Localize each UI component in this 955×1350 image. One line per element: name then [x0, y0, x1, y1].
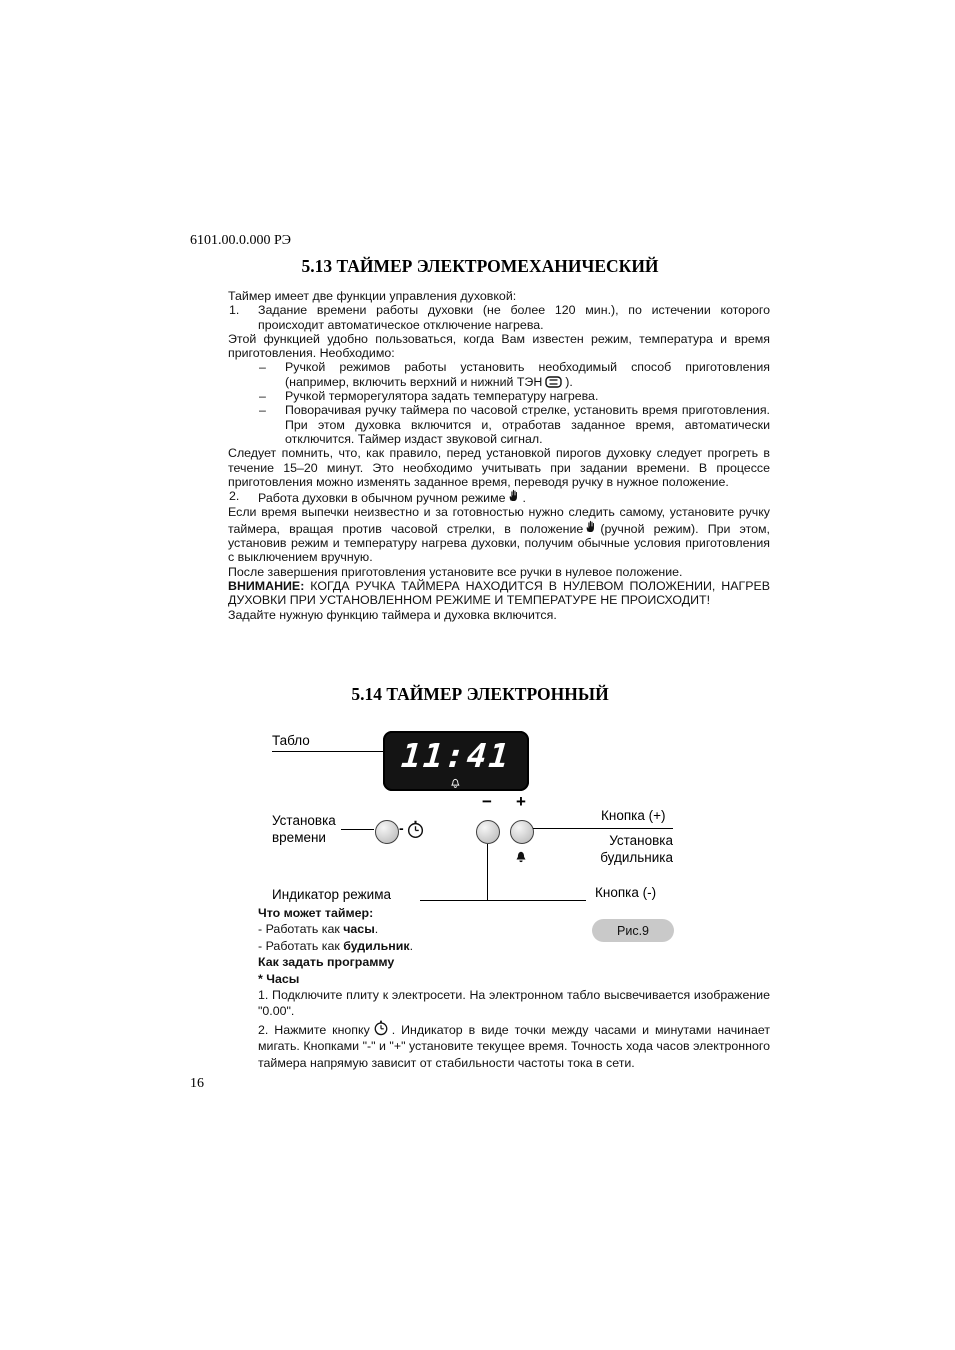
set-time-button: [375, 820, 399, 844]
after-paragraph: После завершения приготовления установите все ручки в нулевое положение.: [228, 564, 683, 579]
section-5-13-title: 5.13 ТАЙМЕР ЭЛЕКТРОМЕХАНИЧЕСКИЙ: [301, 256, 659, 276]
intro-paragraph: Таймер имеет две функции управления духовкой:: [228, 289, 517, 303]
item2-text-pre: Работа духовки в обычном ручном режиме: [258, 491, 506, 506]
can1-post: .: [374, 922, 379, 937]
dash-marker: –: [259, 389, 266, 404]
hand-icon: [586, 520, 597, 533]
dash1-text: [285, 360, 770, 389]
display-label: Табло: [272, 733, 310, 748]
heating-element-icon: [545, 376, 562, 388]
can-do-item-1: [258, 921, 770, 937]
leader-line-display: [272, 751, 383, 752]
can2-pre: - Работать как: [258, 938, 344, 953]
plus-sign: +: [516, 792, 526, 811]
dash3-text: Поворачивая ручку таймера по часовой стрелке, установить время приготовления. При этом духовка включится и, отработав заданное время, автоматически отключится. Таймер издаст звуковой сигнал.: [285, 403, 770, 446]
numbered-item-2: [229, 489, 770, 506]
dash1-text-pre: Ручкой режимов работы установить необходимый способ приготовления (например, включить верхний и нижний ТЭН: [285, 360, 770, 389]
leader-line-minus-vertical: [487, 844, 488, 900]
mode-indicator-label: Индикатор режима: [272, 887, 392, 902]
figure-caption: Рис.9: [592, 919, 674, 942]
plus-button-label: Кнопка (+): [601, 808, 666, 823]
minus-button-label: Кнопка (-): [595, 885, 657, 900]
leader-line-bottom: [420, 900, 586, 901]
display-time: 11:41: [399, 736, 513, 775]
page-number: 16: [190, 1076, 204, 1091]
clock-button-icon: [373, 1020, 389, 1036]
warning-text: КОГДА РУЧКА ТАЙМЕРА НАХОДИТСЯ В НУЛЕВОМ ПОЛОЖЕНИИ, НАГРЕВ ДУХОВКИ ПРИ УСТАНОВЛЕННОМ РЕЖИМЕ И ТЕМПЕРАТУРЕ НЕ ПРОИСХОДИТ!: [228, 578, 770, 608]
warning-label: ВНИМАНИЕ:: [228, 578, 305, 593]
step-2: [258, 1020, 770, 1071]
dash-item-2: [259, 389, 770, 404]
item2-text2-post: (ручной режим). При этом, установив режим и температуру нагрева духовки, получим обычные условия приготовления с выключением вручную.: [228, 521, 770, 565]
timer-display: [383, 731, 529, 791]
clock-subtitle: * Часы: [258, 971, 300, 986]
warning-paragraph: [228, 579, 770, 608]
dash-item-1: [259, 360, 770, 389]
item1-number: 1.: [229, 303, 240, 318]
can-do-item-2: [258, 938, 770, 954]
can1-bold: часы: [343, 922, 375, 937]
minus-button: [476, 820, 500, 844]
leader-line-set-time: [341, 829, 374, 830]
item2-text2-pre: Если время выпечки неизвестно и за готовностью нужно следить самому, установите ручку таймера, вращая против часовой стрелки, в положение: [228, 505, 770, 536]
step-1: 1. Подключите плиту к электросети. На электронном табло высвечивается изображение "0.00".: [258, 988, 770, 1019]
clock-icon: [406, 820, 425, 839]
set-alarm-label-line2: будильника: [600, 850, 673, 865]
can2-bold: будильник: [343, 938, 410, 953]
item1-text: Задание времени работы духовки (не более 120 мин.), по истечении которого происходит автоматическое отключение нагрева.: [258, 303, 770, 332]
doc-code: 6101.00.0.000 РЭ: [190, 233, 292, 248]
item2-text: [258, 489, 770, 505]
item1-text2: Этой функцией удобно пользоваться, когда Вам известен режим, температура и время приготовления. Необходимо:: [228, 331, 770, 361]
plus-button: [510, 820, 534, 844]
section-5-14-body: [258, 905, 770, 1071]
section-5-14-title: 5.14 ТАЙМЕР ЭЛЕКТРОННЫЙ: [351, 684, 609, 704]
section-5-13-body: [228, 289, 770, 622]
dash2-text: Ручкой терморегулятора задать температуру нагрева.: [285, 389, 599, 404]
can2-post: .: [409, 938, 414, 953]
leader-line-plus: [533, 828, 673, 829]
numbered-item-1: [229, 303, 770, 332]
note-paragraph: Следует помнить, что, как правило, перед установкой пирогов духовку следует прогреть в течение 15–20 минут. Это необходимо учитывать при задании времени. В процессе приготовления можно изменять заданное время, переводя ручку в нужное положение.: [228, 446, 770, 489]
set-alarm-label-line1: Установка: [609, 833, 673, 848]
set-time-label: [272, 812, 336, 846]
final-paragraph: Задайте нужную функцию таймера и духовка включится.: [228, 607, 557, 622]
dash-marker: –: [259, 403, 266, 418]
can-do-title: Что может таймер:: [258, 906, 374, 920]
item2-number: 2.: [229, 489, 240, 504]
minus-sign: −: [482, 792, 492, 811]
item2-text-post: .: [522, 491, 526, 506]
dash1-text-post: ).: [565, 374, 573, 389]
display-bell-icon: [449, 778, 462, 790]
dash-marker: –: [259, 360, 266, 375]
item2-text2: [228, 505, 770, 564]
program-title: Как задать программу: [258, 955, 395, 970]
alarm-bell-icon: [513, 851, 529, 864]
set-time-dash: -: [399, 820, 404, 836]
step2-post: . Индикатор в виде точки между часами и минутами начинает мигать. Кнопками "-" и "+" установите текущее время. Точность хода часов электронного таймера напрямую зависит от стабильности частоты тока в сети.: [258, 1022, 770, 1070]
hand-icon: [509, 489, 520, 502]
set-alarm-label: [578, 832, 673, 866]
set-time-label-line1: Установка: [272, 813, 336, 828]
step2-pre: 2. Нажмите кнопку: [258, 1022, 370, 1037]
can1-pre: - Работать как: [258, 922, 344, 937]
set-time-label-line2: времени: [272, 830, 326, 845]
dash-item-3: [259, 403, 770, 446]
